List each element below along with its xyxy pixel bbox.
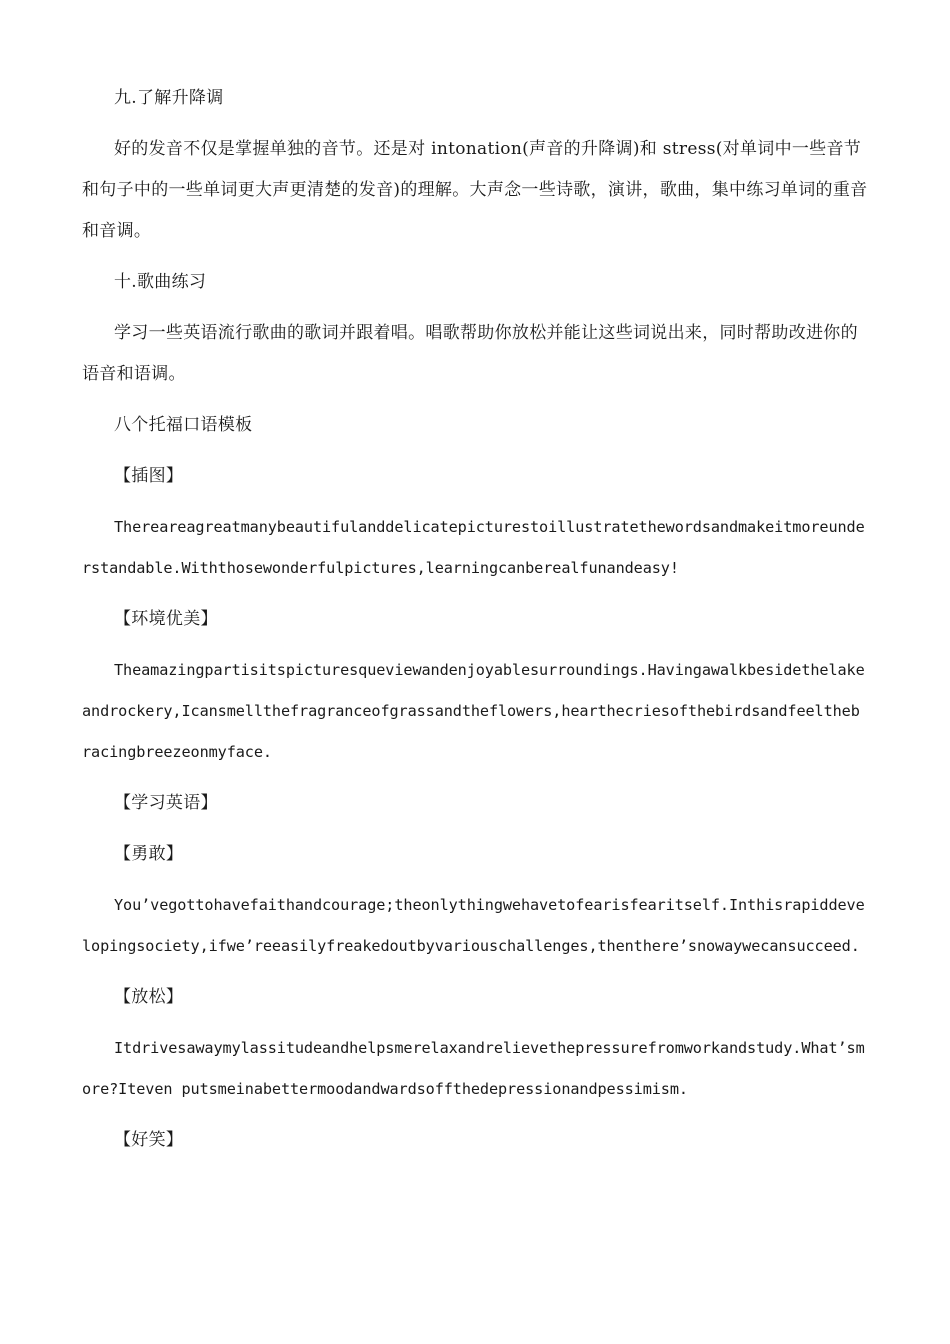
template-text-illustration: Thereareagreatmanybeautifulanddelicatepicturestoillustratethewordsandmakeitmoreunderstandable.Withthosewonderfulpictures,learningcanberealfunandeasy! xyxy=(82,518,865,577)
template-title-relax: 【放松】 xyxy=(114,987,184,1007)
document-page xyxy=(82,78,868,1171)
section-heading-10: 十.歌曲练习 xyxy=(114,272,207,292)
template-text-environment: Theamazingpartisitspicturesqueviewandenjoyablesurroundings.Havingawalkbesidethelakeandrockery,Icansmellthefragranceofgrassandtheflowers,hearthecriesofthebirdsandfeelthebracingbreezeonmyface. xyxy=(82,661,865,761)
template-title-environment: 【环境优美】 xyxy=(114,609,218,629)
paragraph-songs: 学习一些英语流行歌曲的歌词并跟着唱。唱歌帮助你放松并能让这些词说出来，同时帮助改进你的语音和语调。 xyxy=(82,323,858,384)
template-text-brave: You’vegottohavefaithandcourage;theonlythingwehavetofearisfearitself.Inthisrapiddevelopingsociety,ifwe’reeasilyfreakedoutbyvariouschallenges,thenthere’snowaywecansucceed. xyxy=(82,896,865,955)
templates-heading: 八个托福口语模板 xyxy=(114,415,253,435)
template-title-illustration: 【插图】 xyxy=(114,466,184,486)
template-title-learn-english: 【学习英语】 xyxy=(114,793,218,813)
template-title-funny: 【好笑】 xyxy=(114,1130,184,1150)
paragraph-intonation: 好的发音不仅是掌握单独的音节。还是对 intonation(声音的升降调)和 stress(对单词中一些音节和句子中的一些单词更大声更清楚的发音)的理解。大声念一些诗歌，演讲，歌曲，集中练习单词的重音和音调。 xyxy=(82,139,868,241)
template-title-brave: 【勇敢】 xyxy=(114,844,184,864)
section-heading-9: 九.了解升降调 xyxy=(114,88,224,108)
template-text-relax: Itdrivesawaymylassitudeandhelpsmerelaxandrelievethepressurefromworkandstudy.What’smore?Iteven putsmeinabettermoodandwardsoffthedepressionandpessimism. xyxy=(82,1039,865,1098)
